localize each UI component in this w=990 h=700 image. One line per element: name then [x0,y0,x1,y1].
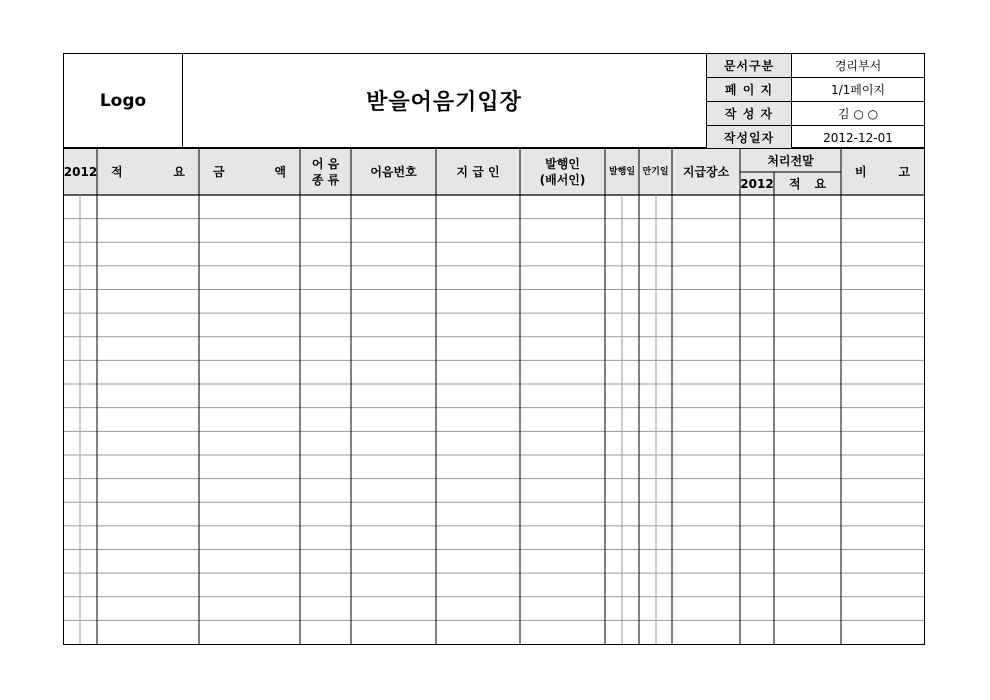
col-header-bill-type-line2: 종 류 [311,173,340,187]
col-header-remarks-right: 고 [898,165,910,179]
page-title: 받을어음기입장 [182,54,707,147]
meta-row [707,126,925,150]
col-header-disposal-summary-right: 요 [814,176,827,191]
document-meta-table [706,54,924,149]
meta-row [707,78,925,102]
col-header-amount-right: 액 [274,165,286,179]
ledger-grid-lines [64,149,924,644]
meta-label-page: 페 이 지 [707,78,792,102]
col-header-bill-type [300,149,351,195]
col-header-disposal-year: 2012 [740,176,774,191]
col-header-payer: 지 급 인 [456,165,500,179]
col-header-issuer [520,149,605,195]
col-header-amount [199,149,300,195]
col-header-issue-date: 발행일 [608,167,636,177]
col-header-summary-left: 적 [111,165,123,179]
col-header-bill-number: 어음번호 [370,165,417,179]
col-header-disposal-summary [774,172,841,195]
meta-label-author: 작 성 자 [707,102,792,126]
meta-label-date: 작성일자 [707,126,792,150]
col-header-due-date: 만기일 [642,167,669,177]
document-header [63,53,925,148]
meta-value-date: 2012-12-01 [792,126,925,150]
col-header-remarks-left: 비 [855,165,867,179]
col-header-issuer-line1: 발행인 [545,157,580,171]
ledger-table [63,148,925,645]
meta-row [707,54,925,78]
col-header-disposal-summary-left: 적 [788,176,801,191]
meta-value-page: 1/1페이지 [792,78,925,102]
col-header-remarks [841,149,924,195]
col-header-issuer-line2: (배서인) [539,173,586,187]
col-header-payment-place: 지급장소 [682,165,730,179]
meta-value-author: 김 ○ ○ [792,102,925,126]
meta-label-doc-type: 문서구분 [707,54,792,78]
ledger-sheet [63,53,925,645]
col-header-bill-type-line1: 어 음 [311,157,340,171]
logo: Logo [64,54,183,147]
col-header-amount-left: 금 [213,165,225,179]
col-header-summary-right: 요 [173,165,185,179]
col-header-year: 2012 [63,165,98,179]
meta-row [707,102,925,126]
col-header-summary [97,149,199,195]
meta-value-doc-type: 경리부서 [792,54,925,78]
col-header-disposal: 처리전말 [767,153,814,168]
